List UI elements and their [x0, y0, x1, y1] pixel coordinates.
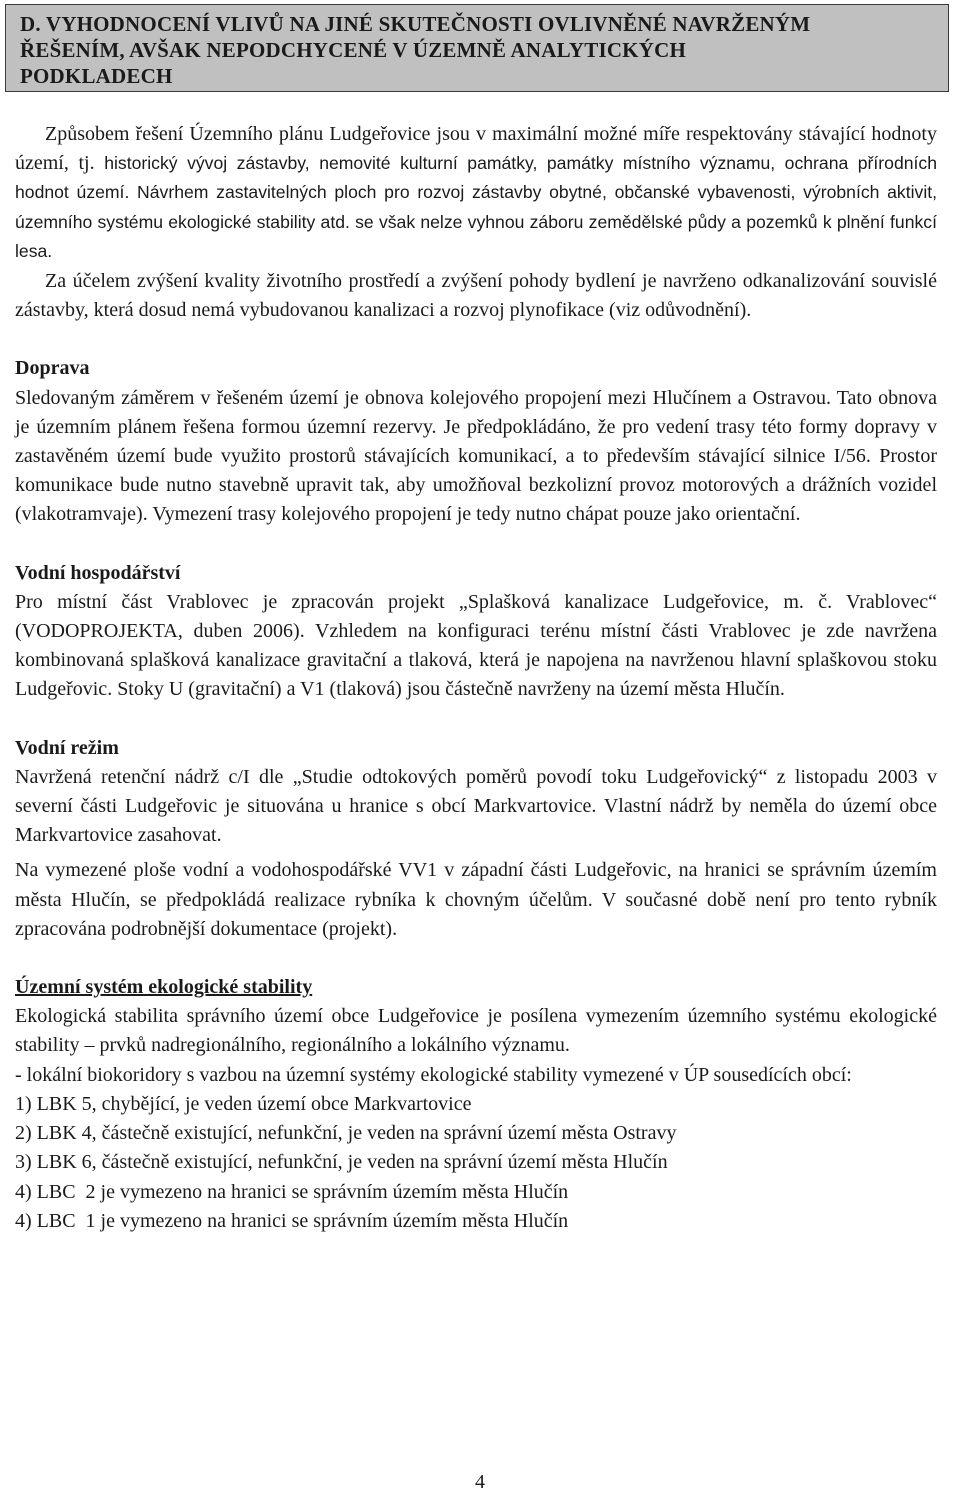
section-title-line-2: ŘEŠENÍM, AVŠAK NEPODCHYCENÉ V ÚZEMNĚ ANALYTICKÝCH [20, 38, 686, 62]
doprava-text: Sledovaným záměrem v řešeném území je obnova kolejového propojení mezi Hlučínem a Ostravou. Tato obnova je územním plánem řešena formou územní rezervy. Je předpokládáno, že pro vedení trasy této formy dopravy v zastavěném území bude využito prostorů stávajících komunikací, a to především stávající silnice I/56. Prostor komunikace bude nutno stavebně upravit tak, aby umožňoval bezkolizní provoz motorových a drážních vozidel (vlakotramvaje). Vymezení trasy kolejového propojení je tedy nutno chápat pouze jako orientační. [15, 386, 937, 526]
uses-list-item: 4) LBC 2 je vymezeno na hranici se správním územím města Hlučín [15, 1180, 569, 1203]
heading-doprava: Doprava [15, 357, 90, 380]
intro-serif-text: Způsobem řešení Územního plánu Ludgeřovice jsou v maximální možné míře respektovány stávající hodnoty území, tj. [15, 123, 937, 175]
vodni-rezim-paragraph-2: Na vymezené ploše vodní a vodohospodářské VV1 v západní části Ludgeřovic, na hranici se správním územím města Hlučín, se předpokládá realizace rybníka k chovným účelům. V současné době není pro tento rybník zpracována podrobnější dokumentace (projekt). [15, 859, 937, 940]
intro-sans-text: historický vývoj zástavby, nemovité kulturní památky, památky místního významu, ochrana přírodních hodnot území. Návrhem zastavitelných ploch pro rozvoj zástavby obytné, občanské vybavenosti, výrobních aktivit, územního systému ekologické stability atd. se však nelze vyhnou záboru zemědělské půdy a pozemků k plnění funkcí lesa. [15, 153, 937, 261]
intro-paragraph [15, 120, 937, 266]
heading-vodni-rezim: Vodní režim [15, 736, 119, 759]
heading-vodni-hospodarstvi: Vodní hospodářství [15, 561, 181, 584]
intro-paragraph-2: Za účelem zvýšení kvality životního prostředí a zvýšení pohody bydlení je navrženo odkanalizování souvislé zástavby, která dosud nemá vybudovanou kanalizaci a rozvoj plynofikace (viz odůvodnění). [15, 270, 937, 322]
heading-uses: Územní systém ekologické stability [15, 976, 313, 999]
vodni-rezim-paragraph-1: Navržená retenční nádrž c/I dle „Studie odtokových poměrů povodí toku Ludgeřovický“ z listopadu 2003 v severní části Ludgeřovic je situována u hranice s obcí Markvartovice. Vlastní nádrž by neměla do území obce Markvartovice zasahovat. [15, 765, 937, 847]
section-title-line-3: PODKLADECH [20, 64, 173, 88]
uses-list-item: 1) LBK 5, chybějící, je veden území obce Markvartovice [15, 1092, 472, 1115]
uses-list-item: 4) LBC 1 je vymezeno na hranici se správním územím města Hlučín [15, 1209, 569, 1232]
uses-paragraph-1: Ekologická stabilita správního území obce Ludgeřovice je posílena vymezením územního systému ekologické stability – prvků nadregionálního, regionálního a lokálního významu. [15, 1005, 937, 1057]
uses-list-item: 3) LBK 6, částečně existující, nefunkční, je veden na správní území města Hlučín [15, 1151, 668, 1174]
uses-list-item: 2) LBK 4, částečně existující, nefunkční, je veden na správní území města Ostravy [15, 1122, 677, 1145]
vodni-hospodarstvi-text: Pro místní část Vrablovec je zpracován projekt „Splašková kanalizace Ludgeřovice, m. č. Vrablovec“ (VODOPROJEKTA, duben 2006). Vzhledem na konfiguraci terénu místní části Vrablovec je zde navržena kombinovaná splašková kanalizace gravitační a tlaková, která je napojena na navrženou hlavní splaškovou stoku Ludgeřovic. Stoky U (gravitační) a V1 (tlaková) jsou částečně navrženy na území města Hlučín. [15, 590, 937, 701]
document-body [15, 120, 937, 1236]
section-title-box [5, 4, 949, 92]
section-title-line-1: D. VYHODNOCENÍ VLIVŮ NA JINÉ SKUTEČNOSTI OVLIVNĚNÉ NAVRŽENÝM [20, 12, 811, 36]
uses-paragraph-2: - lokální biokoridory s vazbou na územní systémy ekologické stability vymezené v ÚP sousedících obcí: [15, 1063, 852, 1086]
page-number: 4 [475, 1471, 485, 1493]
